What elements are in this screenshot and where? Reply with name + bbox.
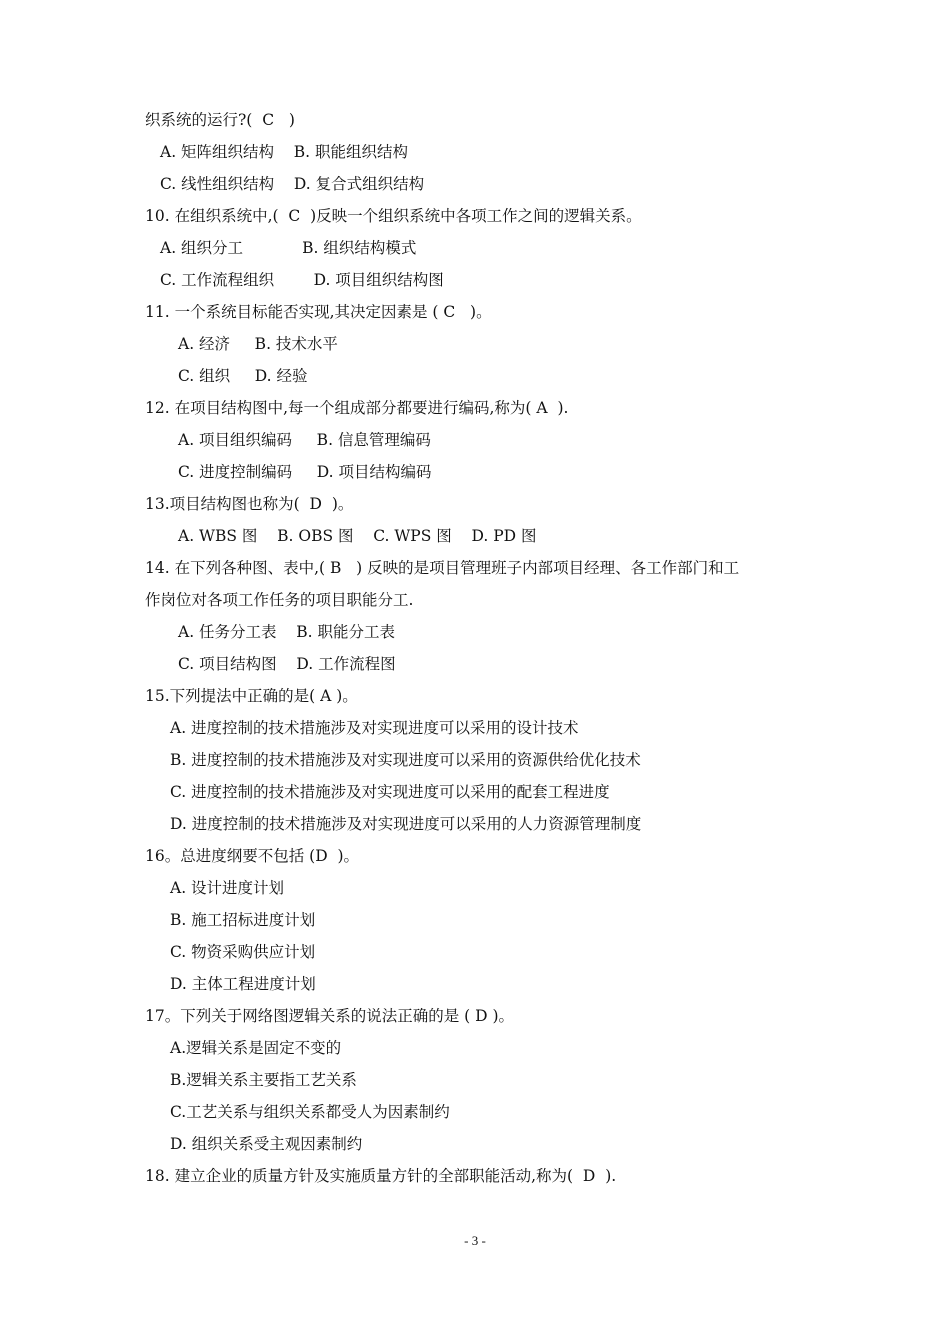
question-12: 12. 在项目结构图中,每一个组成部分都要进行编码,称为( A ). <box>145 399 569 417</box>
q11-options-cd: C. 组织 D. 经验 <box>178 367 308 385</box>
q15-option-a: A. 进度控制的技术措施涉及对实现进度可以采用的设计技术 <box>170 719 579 737</box>
question-11: 11. 一个系统目标能否实现,其决定因素是 ( C )。 <box>145 303 492 321</box>
q14-options-ab: A. 任务分工表 B. 职能分工表 <box>178 623 396 641</box>
q9-options-ab: A. 矩阵组织结构 B. 职能组织结构 <box>160 143 409 161</box>
q17-option-b: B.逻辑关系主要指工艺关系 <box>170 1071 357 1089</box>
q11-options-ab: A. 经济 B. 技术水平 <box>178 335 338 353</box>
question-14-continuation: 作岗位对各项工作任务的项目职能分工. <box>145 591 414 609</box>
question-10: 10. 在组织系统中,( C )反映一个组织系统中各项工作之间的逻辑关系。 <box>145 207 642 225</box>
q14-options-cd: C. 项目结构图 D. 工作流程图 <box>178 655 396 673</box>
question-16: 16。总进度纲要不包括 (D )。 <box>145 847 360 865</box>
q17-option-a: A.逻辑关系是固定不变的 <box>170 1039 342 1057</box>
q16-option-c: C. 物资采购供应计划 <box>170 943 316 961</box>
question-9-continuation: 织系统的运行?( C ) <box>145 111 295 129</box>
q12-options-cd: C. 进度控制编码 D. 项目结构编码 <box>178 463 432 481</box>
page-number: - 3 - <box>464 1233 486 1248</box>
q16-option-a: A. 设计进度计划 <box>170 879 285 897</box>
q15-option-c: C. 进度控制的技术措施涉及对实现进度可以采用的配套工程进度 <box>170 783 610 801</box>
q12-options-ab: A. 项目组织编码 B. 信息管理编码 <box>178 431 431 449</box>
question-14: 14. 在下列各种图、表中,( B ) 反映的是项目管理班子内部项目经理、各工作部门和工 <box>145 559 740 577</box>
question-18: 18. 建立企业的质量方针及实施质量方针的全部职能活动,称为( D ). <box>145 1167 617 1185</box>
question-13: 13.项目结构图也称为( D )。 <box>145 495 354 513</box>
q9-options-cd: C. 线性组织结构 D. 复合式组织结构 <box>160 175 425 193</box>
q13-options: A. WBS 图 B. OBS 图 C. WPS 图 D. PD 图 <box>178 527 537 545</box>
q17-option-c: C.工艺关系与组织关系都受人为因素制约 <box>170 1103 450 1121</box>
q16-option-b: B. 施工招标进度计划 <box>170 911 316 929</box>
q10-options-cd: C. 工作流程组织 D. 项目组织结构图 <box>160 271 444 289</box>
q17-option-d: D. 组织关系受主观因素制约 <box>170 1135 363 1153</box>
question-15: 15.下列提法中正确的是( A )。 <box>145 687 358 705</box>
q15-option-b: B. 进度控制的技术措施涉及对实现进度可以采用的资源供给优化技术 <box>170 751 641 769</box>
q16-option-d: D. 主体工程进度计划 <box>170 975 316 993</box>
q15-option-d: D. 进度控制的技术措施涉及对实现进度可以采用的人力资源管理制度 <box>170 815 642 833</box>
q10-options-ab: A. 组织分工 B. 组织结构模式 <box>160 239 417 257</box>
question-17: 17。下列关于网络图逻辑关系的说法正确的是 ( D )。 <box>145 1007 515 1025</box>
